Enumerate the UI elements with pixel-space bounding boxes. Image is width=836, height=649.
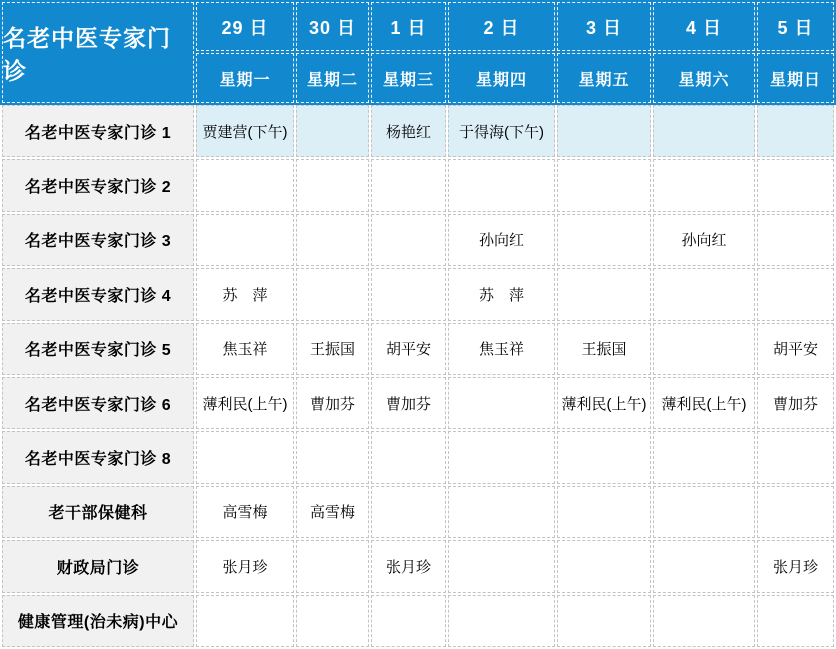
schedule-cell xyxy=(296,159,369,211)
schedule-cell: 胡平安 xyxy=(371,323,446,375)
corner-title: 名老中医专家门诊 xyxy=(2,2,194,103)
schedule-cell xyxy=(757,159,834,211)
schedule-cell xyxy=(557,159,651,211)
col-date-5: 5 日 xyxy=(757,2,834,51)
schedule-cell xyxy=(448,486,555,538)
schedule-cell xyxy=(448,159,555,211)
row-label: 名老中医专家门诊 5 xyxy=(2,323,194,375)
schedule-cell xyxy=(196,595,294,647)
col-weekday-thu: 星期四 xyxy=(448,53,555,103)
schedule-cell xyxy=(653,268,755,320)
schedule-cell: 孙向红 xyxy=(448,214,555,266)
schedule-cell xyxy=(557,486,651,538)
schedule-cell: 孙向红 xyxy=(653,214,755,266)
schedule-cell: 张月珍 xyxy=(196,540,294,592)
schedule-cell xyxy=(196,159,294,211)
schedule-cell: 焦玉祥 xyxy=(448,323,555,375)
schedule-cell xyxy=(196,431,294,483)
col-weekday-sat: 星期六 xyxy=(653,53,755,103)
row-label: 名老中医专家门诊 2 xyxy=(2,159,194,211)
schedule-cell: 苏 萍 xyxy=(448,268,555,320)
schedule-cell xyxy=(448,595,555,647)
schedule-cell: 曹加芬 xyxy=(296,377,369,429)
col-date-30: 30 日 xyxy=(296,2,369,51)
schedule-cell xyxy=(757,486,834,538)
schedule-cell xyxy=(757,268,834,320)
schedule-cell xyxy=(448,377,555,429)
col-weekday-wed: 星期三 xyxy=(371,53,446,103)
schedule-cell xyxy=(557,214,651,266)
row-label: 老干部保健科 xyxy=(2,486,194,538)
schedule-cell xyxy=(448,540,555,592)
schedule-cell xyxy=(653,105,755,157)
schedule-cell xyxy=(557,268,651,320)
schedule-cell: 胡平安 xyxy=(757,323,834,375)
row-label: 健康管理(治未病)中心 xyxy=(2,595,194,647)
schedule-cell xyxy=(557,540,651,592)
table-body xyxy=(0,105,836,649)
schedule-cell: 曹加芬 xyxy=(371,377,446,429)
schedule-cell xyxy=(653,595,755,647)
schedule-cell xyxy=(757,595,834,647)
schedule-cell: 杨艳红 xyxy=(371,105,446,157)
col-weekday-tue: 星期二 xyxy=(296,53,369,103)
col-date-3: 3 日 xyxy=(557,2,651,51)
row-label: 名老中医专家门诊 3 xyxy=(2,214,194,266)
col-date-4: 4 日 xyxy=(653,2,755,51)
schedule-cell: 王振国 xyxy=(557,323,651,375)
schedule-cell: 张月珍 xyxy=(371,540,446,592)
schedule-cell xyxy=(757,214,834,266)
schedule-cell xyxy=(371,159,446,211)
schedule-cell xyxy=(296,540,369,592)
schedule-cell: 高雪梅 xyxy=(296,486,369,538)
schedule-cell: 王振国 xyxy=(296,323,369,375)
schedule-cell xyxy=(757,105,834,157)
schedule-cell: 苏 萍 xyxy=(196,268,294,320)
col-date-1: 1 日 xyxy=(371,2,446,51)
row-label: 名老中医专家门诊 4 xyxy=(2,268,194,320)
schedule-cell xyxy=(557,431,651,483)
schedule-cell xyxy=(296,595,369,647)
schedule-cell: 于得海(下午) xyxy=(448,105,555,157)
row-label: 财政局门诊 xyxy=(2,540,194,592)
schedule-cell: 曹加芬 xyxy=(757,377,834,429)
col-date-29: 29 日 xyxy=(196,2,294,51)
schedule-cell: 贾建营(下午) xyxy=(196,105,294,157)
schedule-cell xyxy=(448,431,555,483)
schedule-cell: 薄利民(上午) xyxy=(196,377,294,429)
col-weekday-sun: 星期日 xyxy=(757,53,834,103)
schedule-cell xyxy=(557,105,651,157)
schedule-cell xyxy=(653,486,755,538)
schedule-cell: 薄利民(上午) xyxy=(653,377,755,429)
schedule-cell xyxy=(557,595,651,647)
schedule-cell xyxy=(371,595,446,647)
schedule-cell xyxy=(296,214,369,266)
row-label: 名老中医专家门诊 8 xyxy=(2,431,194,483)
schedule-cell xyxy=(757,431,834,483)
schedule-cell xyxy=(653,323,755,375)
table-header xyxy=(0,0,836,105)
row-label: 名老中医专家门诊 1 xyxy=(2,105,194,157)
schedule-cell: 焦玉祥 xyxy=(196,323,294,375)
schedule-cell: 薄利民(上午) xyxy=(557,377,651,429)
schedule-cell xyxy=(296,431,369,483)
schedule-cell xyxy=(196,214,294,266)
schedule-cell xyxy=(371,431,446,483)
schedule-cell xyxy=(371,486,446,538)
schedule-cell xyxy=(653,159,755,211)
schedule-cell xyxy=(371,268,446,320)
schedule-cell xyxy=(653,540,755,592)
schedule-cell xyxy=(296,105,369,157)
col-weekday-mon: 星期一 xyxy=(196,53,294,103)
schedule-cell: 高雪梅 xyxy=(196,486,294,538)
row-label: 名老中医专家门诊 6 xyxy=(2,377,194,429)
schedule-cell: 张月珍 xyxy=(757,540,834,592)
schedule-cell xyxy=(653,431,755,483)
col-date-2: 2 日 xyxy=(448,2,555,51)
schedule-cell xyxy=(371,214,446,266)
schedule-cell xyxy=(296,268,369,320)
col-weekday-fri: 星期五 xyxy=(557,53,651,103)
